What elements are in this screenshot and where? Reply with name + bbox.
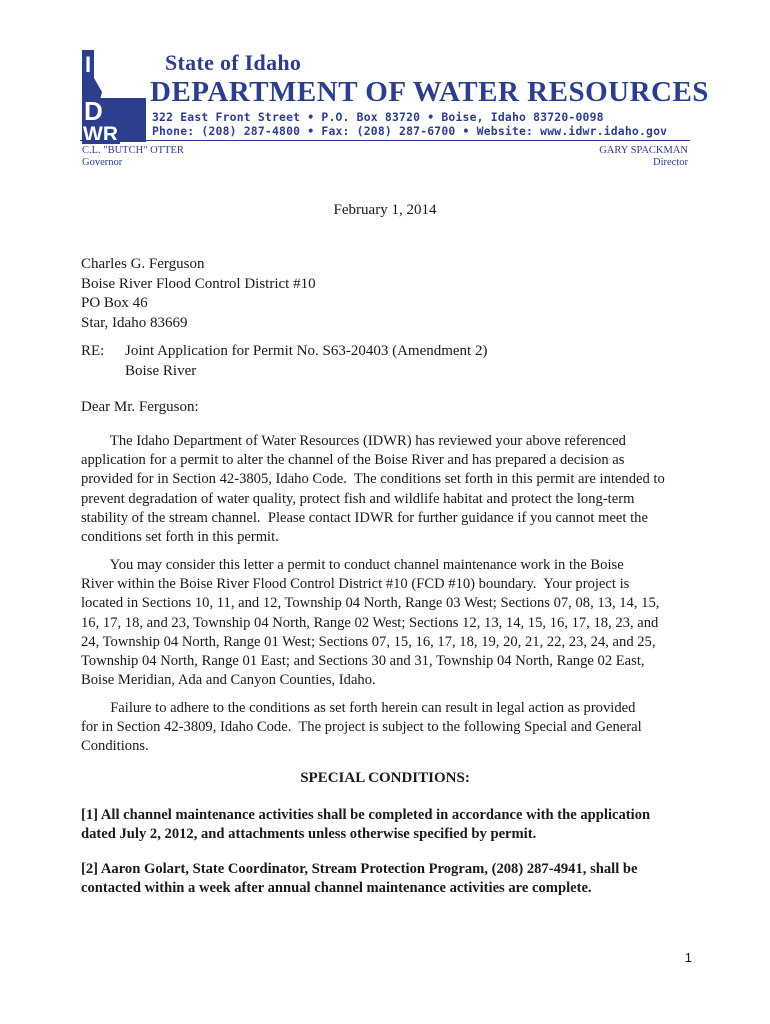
recipient-line: Boise River Flood Control District #10 xyxy=(81,275,316,292)
recipient-address xyxy=(81,255,316,333)
subject-line: Joint Application for Permit No. S63-20403 (Amendment 2) xyxy=(125,343,488,359)
paragraph-line: 16, 17, 18, and 23, Township 04 North, Range 02 West; Sections 12, 13, 14, 15, 16, 17, 18, 23, and xyxy=(81,614,659,631)
paragraph-line: Township 04 North, Range 01 East; and Sections 30 and 31, Township 04 North, Range 02 East, xyxy=(81,653,645,670)
paragraph-line: application for a permit to alter the channel of the Boise River and has prepared a decision as xyxy=(81,452,625,469)
address-line: 322 East Front Street • P.O. Box 83720 • Boise, Idaho 83720-0098 xyxy=(152,110,604,124)
recipient-line: PO Box 46 xyxy=(81,295,148,311)
recipient-line: Star, Idaho 83669 xyxy=(81,314,188,331)
paragraph-line: 24, Township 04 North, Range 01 West; Sections 07, 15, 16, 17, 18, 19, 20, 21, 22, 23, 24, and 25, xyxy=(81,633,656,650)
paragraph-line: The Idaho Department of Water Resources (IDWR) has reviewed your above referenced xyxy=(81,433,626,449)
special-conditions-heading: SPECIAL CONDITIONS: xyxy=(300,770,470,786)
paragraph-line: for in Section 42-3809, Idaho Code. The project is subject to the following Special and General xyxy=(81,719,642,736)
paragraph-line: Conditions. xyxy=(81,738,149,755)
paragraph-line: conditions set forth in this permit. xyxy=(81,529,279,546)
department-name: DEPARTMENT OF WATER RESOURCES xyxy=(150,76,709,108)
condition-line: contacted within a week after annual channel maintenance activities are complete. xyxy=(81,880,592,897)
paragraph-legal xyxy=(81,699,688,757)
condition-line: dated July 2, 2012, and attachments unless otherwise specified by permit. xyxy=(81,826,537,843)
paragraph-line: You may consider this letter a permit to conduct channel maintenance work in the Boise xyxy=(81,557,624,573)
special-condition-1 xyxy=(81,806,688,844)
paragraph-line: Failure to adhere to the conditions as set forth herein can result in legal action as provided xyxy=(81,700,636,716)
paragraph-line: located in Sections 10, 11, and 12, Township 04 North, Range 03 West; Sections 07, 08, 13, 14, 15, xyxy=(81,595,660,612)
director-name: GARY SPACKMAN xyxy=(599,145,688,156)
condition-line: [1] All channel maintenance activities shall be completed in accordance with the application xyxy=(81,807,651,823)
logo-letters-wr: WR xyxy=(83,123,118,144)
paragraph-permit-location xyxy=(81,556,688,690)
paragraph-line: stability of the stream channel. Please contact IDWR for further guidance if you cannot meet the xyxy=(81,509,648,526)
subject-label: RE: xyxy=(81,343,105,359)
state-name: State of Idaho xyxy=(165,50,302,75)
condition-line: [2] Aaron Golart, State Coordinator, Stream Protection Program, (208) 287-4941, shall be xyxy=(81,861,638,877)
governor-title: Governor xyxy=(82,157,123,168)
logo-letter-i: I xyxy=(85,52,92,77)
logo-letter-d: D xyxy=(84,96,103,126)
paragraph-line: provided for in Section 42-3805, Idaho Code. The conditions set forth in this permit are intended to xyxy=(81,471,665,488)
salutation: Dear Mr. Ferguson: xyxy=(81,399,199,415)
director-title: Director xyxy=(653,157,688,168)
governor-name: C.L. "BUTCH" OTTER xyxy=(82,145,184,156)
idwr-logo xyxy=(80,48,146,144)
paragraph-line: River within the Boise River Flood Control District #10 (FCD #10) boundary. Your project is xyxy=(81,576,630,593)
subject-line: Boise River xyxy=(125,362,197,379)
contact-line: Phone: (208) 287-4800 • Fax: (208) 287-6700 • Website: www.idwr.idaho.gov xyxy=(152,124,668,138)
letter-date: February 1, 2014 xyxy=(333,202,437,218)
special-condition-2 xyxy=(81,860,688,898)
page-number: 1 xyxy=(684,950,692,965)
paragraph-line: Boise Meridian, Ada and Canyon Counties, Idaho. xyxy=(81,672,376,689)
letterhead-divider xyxy=(80,140,690,141)
paragraph-line: prevent degradation of water quality, protect fish and wildlife habitat and protect the long-term xyxy=(81,490,635,507)
paragraph-review xyxy=(81,432,688,547)
recipient-line: Charles G. Ferguson xyxy=(81,256,205,272)
